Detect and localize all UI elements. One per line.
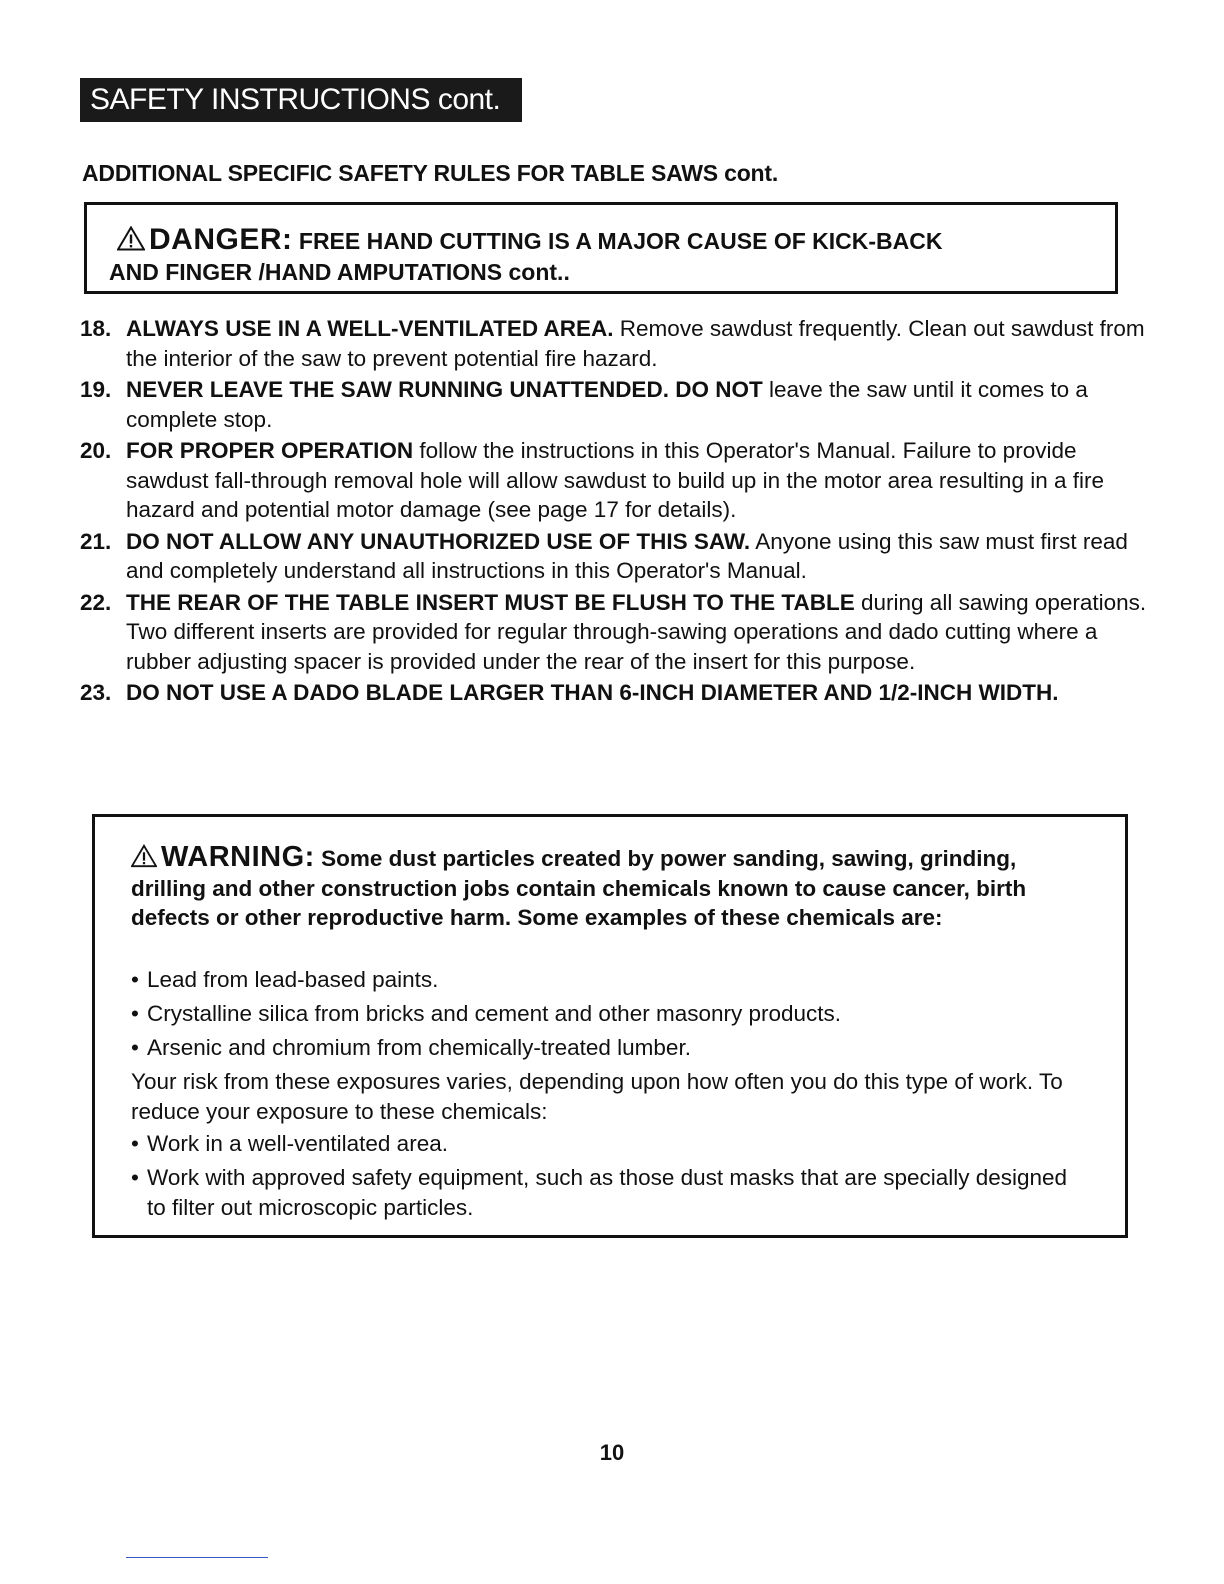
danger-text-line1: FREE HAND CUTTING IS A MAJOR CAUSE OF KICK-BACK <box>298 228 943 254</box>
warning-triangle-icon <box>117 226 145 251</box>
rule-text: leave the saw until it comes to a complete stop. <box>126 377 1088 432</box>
rule-number: 20. <box>80 438 112 463</box>
warning-triangle-icon <box>131 844 157 868</box>
danger-text-line2: AND FINGER /HAND AMPUTATIONS cont.. <box>109 259 570 285</box>
rule-emphasis: FOR PROPER OPERATION <box>126 438 414 463</box>
warning-heading-text: Some dust particles created by power sanding, sawing, grinding, drilling and other construction jobs contain chemicals known to cause cancer, birth defects or other reproductive harm. Some examples of these chemicals are: <box>131 846 1027 930</box>
danger-label: DANGER: <box>149 223 293 256</box>
rule-emphasis: THE REAR OF THE TABLE INSERT MUST BE FLUSH TO THE TABLE <box>126 589 855 615</box>
rules-subheading: ADDITIONAL SPECIFIC SAFETY RULES FOR TABLE SAWS cont. <box>82 160 779 186</box>
warning-heading <box>131 843 1091 933</box>
safety-rules-list <box>80 314 1150 710</box>
rule-number: 22. <box>80 589 112 615</box>
chemical-example-item: • Lead from lead-based paints. <box>131 965 1091 995</box>
rule-number: 23. <box>80 680 112 705</box>
precaution-item: • Work with approved safety equipment, such as those dust masks that are specially designed to filter out microscopic particles. <box>131 1163 1091 1223</box>
footer-rule <box>126 1557 268 1558</box>
warning-body <box>131 965 1091 1227</box>
rule-item-20 <box>80 436 1150 525</box>
chemical-example-item: • Arsenic and chromium from chemically-treated lumber. <box>131 1033 1091 1063</box>
rule-text: Remove sawdust frequently. Clean out sawdust from the interior of the saw to prevent potential fire hazard. <box>126 316 1145 371</box>
rule-number: 21. <box>80 528 112 554</box>
rule-item-22 <box>80 588 1150 677</box>
rule-emphasis: DO NOT USE A DADO BLADE LARGER THAN 6-INCH DIAMETER AND 1/2-INCH WIDTH. <box>126 680 1059 705</box>
section-header-title: SAFETY INSTRUCTIONS cont. <box>90 83 501 116</box>
rule-text: follow the instructions in this Operator's Manual. Failure to provide sawdust fall-through removal hole will allow sawdust to build up in the motor area resulting in a fire hazard and potential motor damage (see page 17 for details). <box>126 438 1104 522</box>
precaution-item: • Work in a well-ventilated area. <box>131 1129 1091 1159</box>
rule-number: 18. <box>80 316 112 341</box>
warning-label: WARNING: <box>161 841 315 873</box>
warning-box <box>92 814 1128 1238</box>
rule-emphasis: ALWAYS USE IN A WELL-VENTILATED AREA. <box>126 316 614 341</box>
rule-text: during all sawing operations. Two different inserts are provided for regular through-sawing operations and dado cutting where a rubber adjusting spacer is provided under the rear of the insert for this purpose. <box>126 589 1147 674</box>
chemical-example-item: • Crystalline silica from bricks and cement and other masonry products. <box>131 999 1091 1029</box>
risk-paragraph: Your risk from these exposures varies, depending upon how often you do this type of work. To reduce your exposure to these chemicals: <box>131 1069 1063 1124</box>
rule-emphasis: NEVER LEAVE THE SAW RUNNING UNATTENDED. DO NOT <box>126 377 763 402</box>
rule-item-19 <box>80 375 1150 434</box>
section-header <box>80 78 522 122</box>
rule-text: Anyone using this saw must first read and completely understand all instructions in this Operator's Manual. <box>126 528 1128 583</box>
danger-heading-line1 <box>117 223 942 257</box>
rule-item-21 <box>80 527 1150 586</box>
rule-item-18 <box>80 314 1150 373</box>
page-number: 10 <box>599 1440 625 1465</box>
danger-box <box>84 202 1118 294</box>
rule-emphasis: DO NOT ALLOW ANY UNAUTHORIZED USE OF THIS SAW. <box>126 528 751 554</box>
rule-item-23 <box>80 678 1150 708</box>
rule-number: 19. <box>80 377 112 402</box>
